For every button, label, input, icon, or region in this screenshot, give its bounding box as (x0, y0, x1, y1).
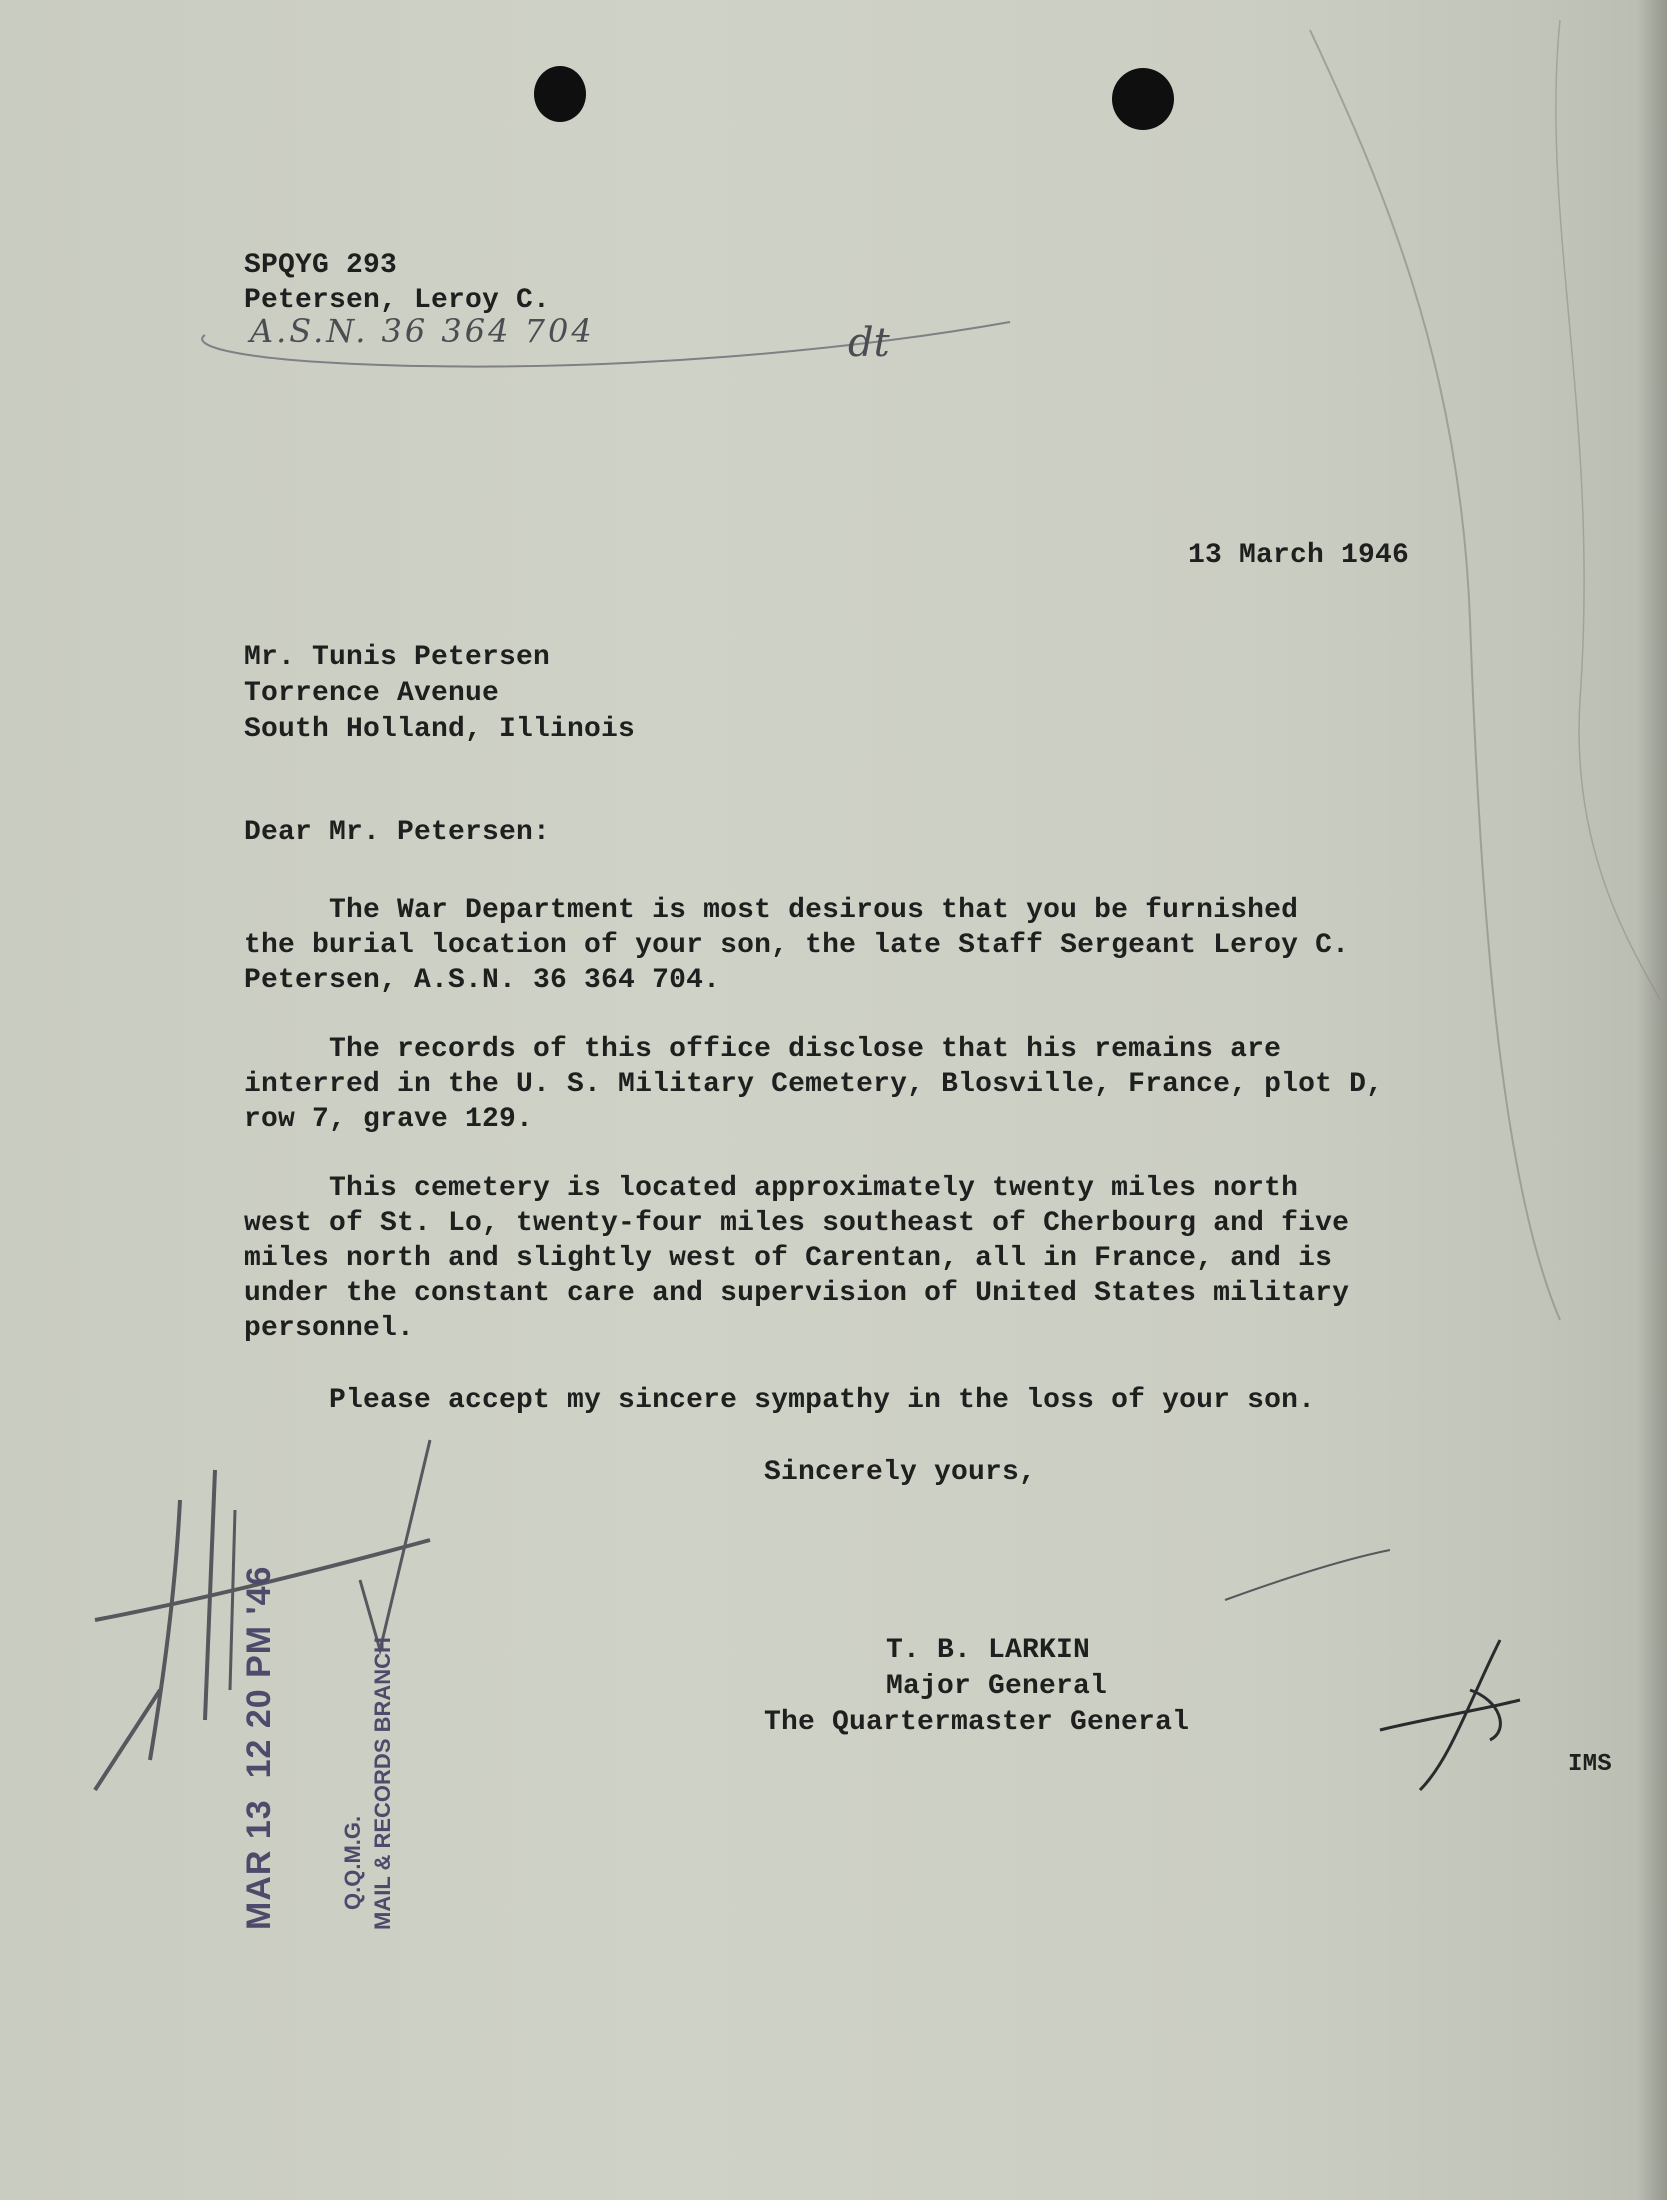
handwritten-asn: A.S.N. 36 364 704 (250, 312, 595, 350)
letter-date: 13 March 1946 (1188, 540, 1410, 571)
signatory-name: T. B. LARKIN (886, 1635, 1091, 1666)
body-paragraph-4: Please accept my sincere sympathy in the loss of your son. (244, 1385, 1316, 1416)
salutation: Dear Mr. Petersen: (244, 817, 551, 848)
pencil-signature-mark (1380, 1640, 1520, 1790)
recipient-street: Torrence Avenue (244, 678, 500, 709)
file-subject-name: Petersen, Leroy C. (244, 285, 551, 316)
signatory-rank: Major General (886, 1671, 1108, 1702)
stamp-date-line: MAR 13 12 20 PM '46 (240, 1565, 278, 1930)
body-paragraph-2: The records of this office disclose that his remains are interred in the U. S. Military Cemetery, Blosville, France, plot D, row 7, grave 129. (244, 1034, 1384, 1135)
file-reference: SPQYG 293 (244, 250, 398, 281)
received-stamp (190, 1565, 470, 1930)
stamp-office: Q.Q.M.G. (340, 1815, 365, 1910)
recipient-city: South Holland, Illinois (244, 714, 636, 745)
pencil-tally-mark-2 (150, 1500, 180, 1760)
stamp-branch: MAIL & RECORDS BRANCH (370, 1637, 395, 1930)
signatory-title: The Quartermaster General (764, 1707, 1190, 1738)
body-paragraph-3: This cemetery is located approximately twenty miles north west of St. Lo, twenty-four miles southeast of Cherbourg and five miles north and slightly west of Carentan, all in France, and is under the constant care and supervision of United States military personnel. (244, 1173, 1350, 1344)
typist-initials: IMS (1568, 1751, 1612, 1778)
pencil-tally-mark-1 (95, 1690, 160, 1790)
paper-crease-line-2 (1556, 20, 1660, 1000)
body-paragraph-1: The War Department is most desirous that you be furnished the burial location of your son, the late Staff Sergeant Leroy C. Petersen, A.S.N. 36 364 704. (244, 895, 1350, 996)
recipient-name: Mr. Tunis Petersen (244, 642, 551, 673)
closing: Sincerely yours, (764, 1457, 1037, 1488)
pencil-stray-stroke (1225, 1550, 1390, 1600)
handwritten-initials: dt (848, 320, 890, 366)
pencil-check-mark (360, 1440, 430, 1650)
